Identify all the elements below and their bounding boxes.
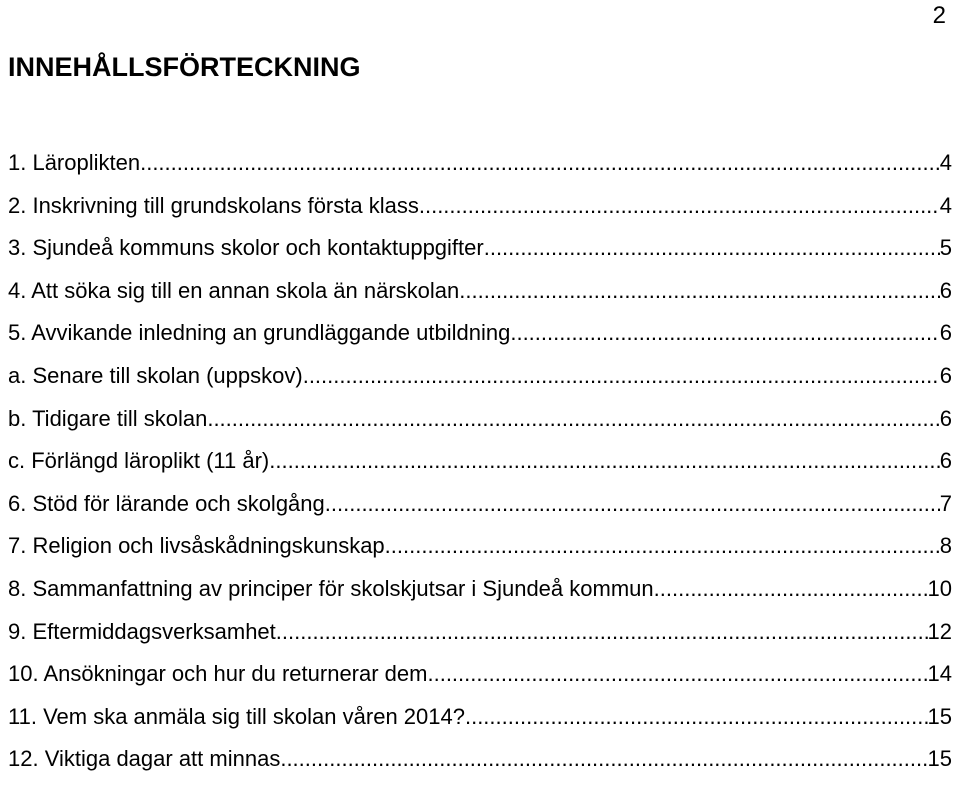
- toc-entry[interactable]: [8, 355, 952, 398]
- toc-entry-page: 8: [939, 533, 952, 559]
- toc-entry[interactable]: [8, 696, 952, 739]
- page-number: 2: [932, 2, 946, 29]
- toc-entry[interactable]: [8, 227, 952, 270]
- toc-leader-dots: [459, 270, 939, 313]
- toc-leader-dots: [385, 525, 940, 568]
- toc-leader-dots: [207, 398, 939, 441]
- toc-leader-dots: [510, 312, 939, 355]
- toc-entry[interactable]: [8, 568, 952, 611]
- toc-entry[interactable]: [8, 483, 952, 526]
- toc-leader-dots: [465, 696, 928, 739]
- toc-entry-page: 4: [939, 150, 952, 175]
- toc-leader-dots: [419, 185, 940, 228]
- toc-leader-dots: [276, 611, 928, 654]
- toc-leader-dots: [269, 440, 940, 483]
- toc-entry-page: 6: [939, 277, 952, 303]
- toc-entry-label: 9. Eftermiddagsverksamhet: [8, 618, 276, 644]
- toc-leader-dots: [654, 568, 928, 611]
- toc-entry-page: 6: [939, 448, 952, 474]
- toc-entry[interactable]: [8, 525, 952, 568]
- toc-entry-label: 2. Inskrivning till grundskolans första klass: [8, 192, 419, 218]
- toc-entry[interactable]: [8, 270, 952, 313]
- toc-title: INNEHÅLLSFÖRTECKNING: [8, 52, 361, 82]
- toc-entry[interactable]: [8, 142, 952, 185]
- toc-entry-page: 12: [927, 618, 952, 644]
- toc-entry-label: 1. Läroplikten: [8, 150, 141, 175]
- toc-entry-page: 4: [939, 192, 952, 218]
- toc-leader-dots: [484, 227, 940, 270]
- toc-leader-dots: [325, 483, 940, 526]
- toc-leader-dots: [427, 653, 927, 696]
- toc-entry-page: 5: [939, 235, 952, 261]
- toc-entry-page: 15: [927, 703, 952, 729]
- toc-entry-page: 10: [927, 575, 952, 601]
- toc-entry-label: 12. Viktiga dagar att minnas: [8, 746, 281, 772]
- toc-entry-label: 3. Sjundeå kommuns skolor och kontaktuppgifter: [8, 235, 484, 261]
- toc-entry-label: 4. Att söka sig till en annan skola än närskolan: [8, 277, 460, 303]
- toc-entry[interactable]: [8, 185, 952, 228]
- toc-entry-label: 11. Vem ska anmäla sig till skolan våren 2014?: [8, 703, 465, 729]
- toc-entry-page: 15: [927, 746, 952, 772]
- toc-entry[interactable]: [8, 440, 952, 483]
- toc-entry-label: b. Tidigare till skolan: [8, 405, 208, 431]
- toc-entry-label: 8. Sammanfattning av principer för skolskjutsar i Sjundeå kommun: [8, 575, 654, 601]
- toc-list: [8, 142, 952, 781]
- toc-entry-label: c. Förlängd läroplikt (11 år): [8, 448, 270, 474]
- toc-entry-page: 14: [927, 661, 952, 687]
- toc-entry-label: a. Senare till skolan (uppskov): [8, 362, 303, 388]
- toc-entry[interactable]: [8, 398, 952, 441]
- toc-entry[interactable]: [8, 738, 952, 781]
- toc-entry[interactable]: [8, 611, 952, 654]
- toc-entry-label: 5. Avvikande inledning an grundläggande utbildning: [8, 320, 511, 346]
- toc-entry[interactable]: [8, 653, 952, 696]
- toc-entry-label: 10. Ansökningar och hur du returnerar dem: [8, 661, 428, 687]
- toc-entry[interactable]: [8, 312, 952, 355]
- toc-entry-label: 7. Religion och livsåskådningskunskap: [8, 533, 385, 559]
- toc-entry-page: 6: [939, 405, 952, 431]
- toc-entry-label: 6. Stöd för lärande och skolgång: [8, 490, 325, 516]
- toc-entry-page: 7: [939, 490, 952, 516]
- toc-entry-page: 6: [939, 362, 952, 388]
- toc-entry-page: 6: [939, 320, 952, 346]
- toc-leader-dots: [303, 355, 940, 398]
- toc-leader-dots: [140, 142, 940, 185]
- toc-leader-dots: [280, 738, 927, 781]
